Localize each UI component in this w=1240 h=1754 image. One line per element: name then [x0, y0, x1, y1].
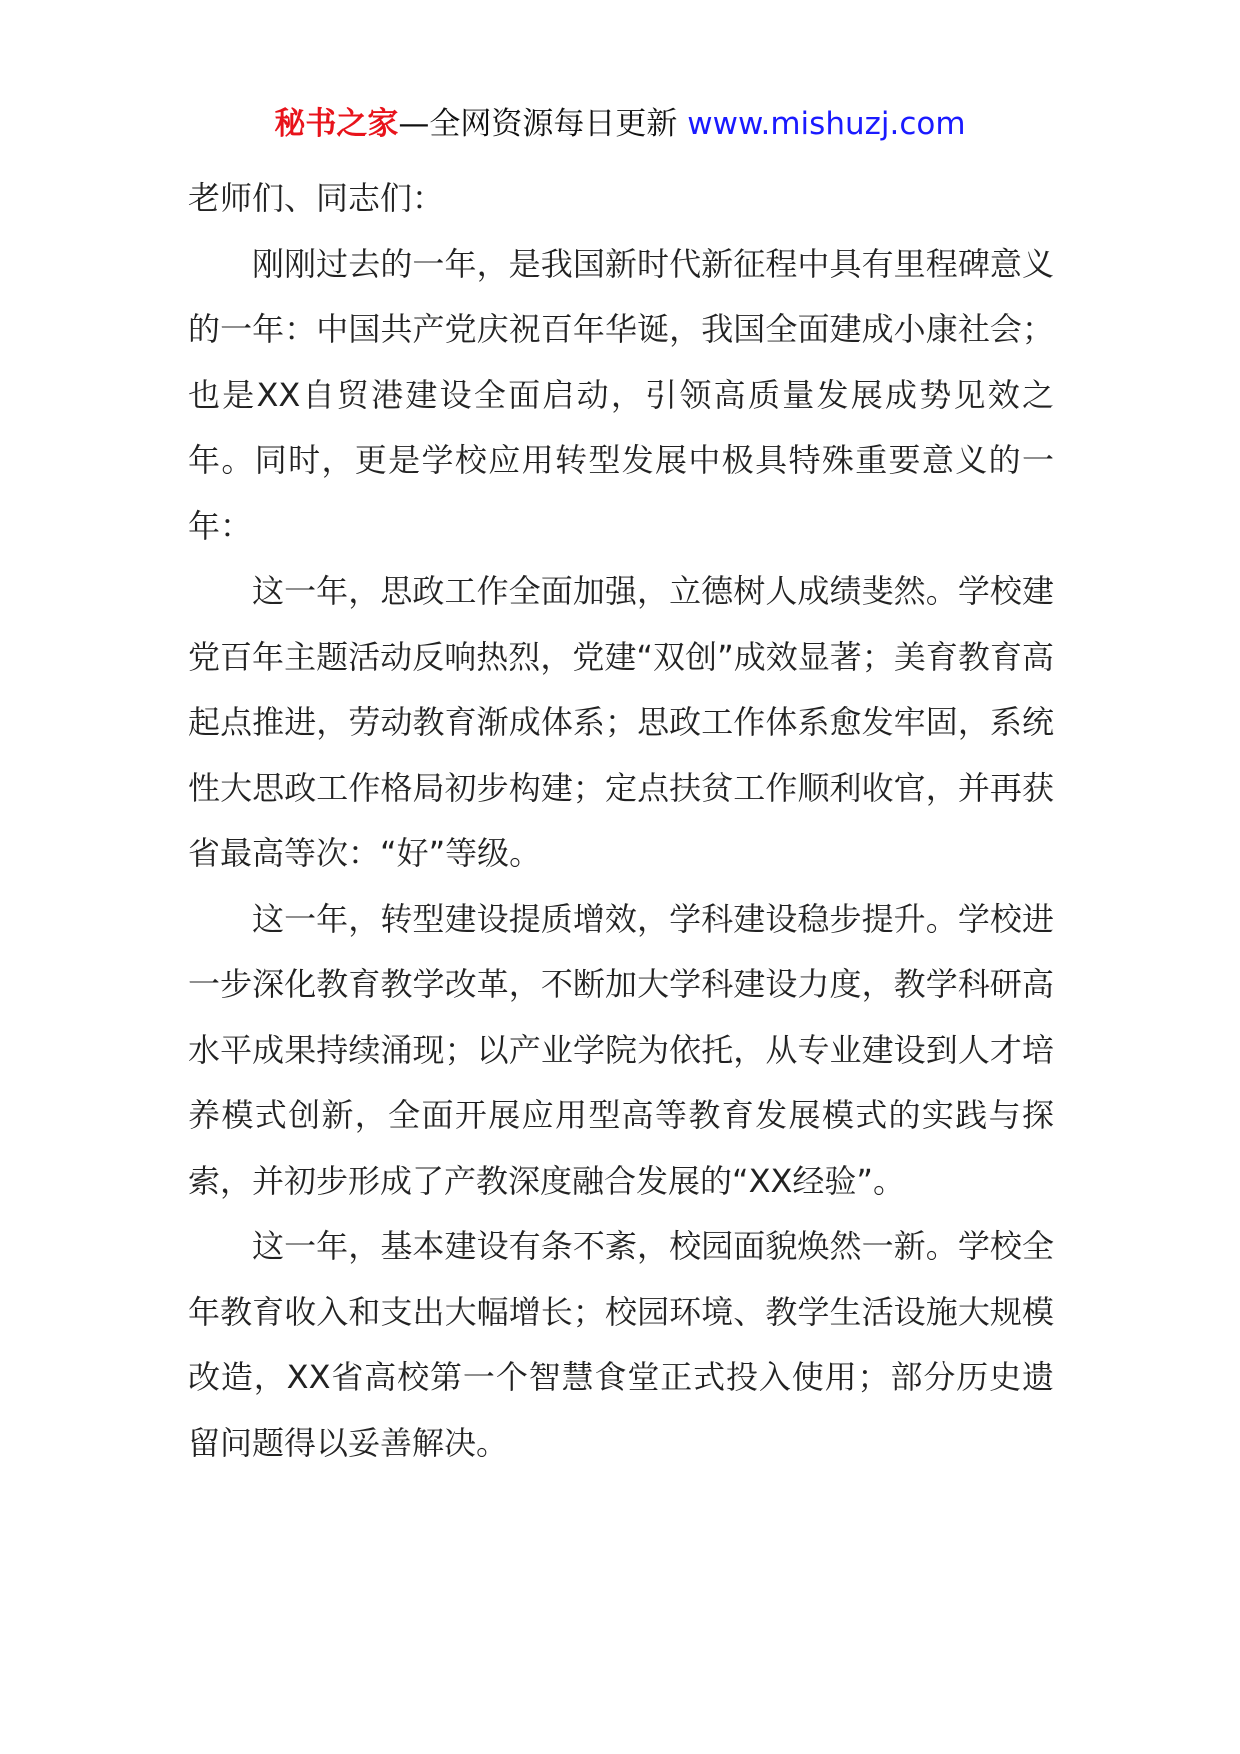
salutation: 老师们、同志们：	[188, 179, 445, 217]
paragraph-transformation: 这一年，转型建设提质增效，学科建设稳步提升。学校进一步深化教育教学改革，不断加大学科建设力度，教学科研高水平成果持续涌现；以产业学院为依托，从专业建设到人才培养模式创新，全面开展应用型高等教育发展模式的实践与探索，并初步形成了产教深度融合发展的“XX经验”。	[188, 899, 1054, 1200]
paragraph-ideology: 这一年，思政工作全面加强，立德树人成绩斐然。学校建党百年主题活动反响热烈，党建“双创”成效显著；美育教育高起点推进，劳动教育渐成体系；思政工作体系愈发牢固，系统性大思政工作格局初步构建；定点扶贫工作顺利收官，并再获省最高等次：“好”等级。	[188, 572, 1054, 872]
page-header	[0, 102, 1240, 146]
site-url-link[interactable]: www.mishuzj.com	[687, 106, 966, 142]
document-body	[188, 166, 1054, 1476]
header-tagline: —全网资源每日更新	[398, 106, 688, 142]
paragraph-infrastructure: 这一年，基本建设有条不紊，校园面貌焕然一新。学校全年教育收入和支出大幅增长；校园环境、教学生活设施大规模改造，XX省高校第一个智慧食堂正式投入使用；部分历史遗留问题得以妥善解决。	[188, 1227, 1054, 1462]
brand-name: 秘书之家	[274, 106, 399, 142]
paragraph-intro: 刚刚过去的一年，是我国新时代新征程中具有里程碑意义的一年：中国共产党庆祝百年华诞，我国全面建成小康社会；也是XX自贸港建设全面启动，引领高质量发展成势见效之年。同时，更是学校应用转型发展中极具特殊重要意义的一年：	[188, 244, 1054, 545]
